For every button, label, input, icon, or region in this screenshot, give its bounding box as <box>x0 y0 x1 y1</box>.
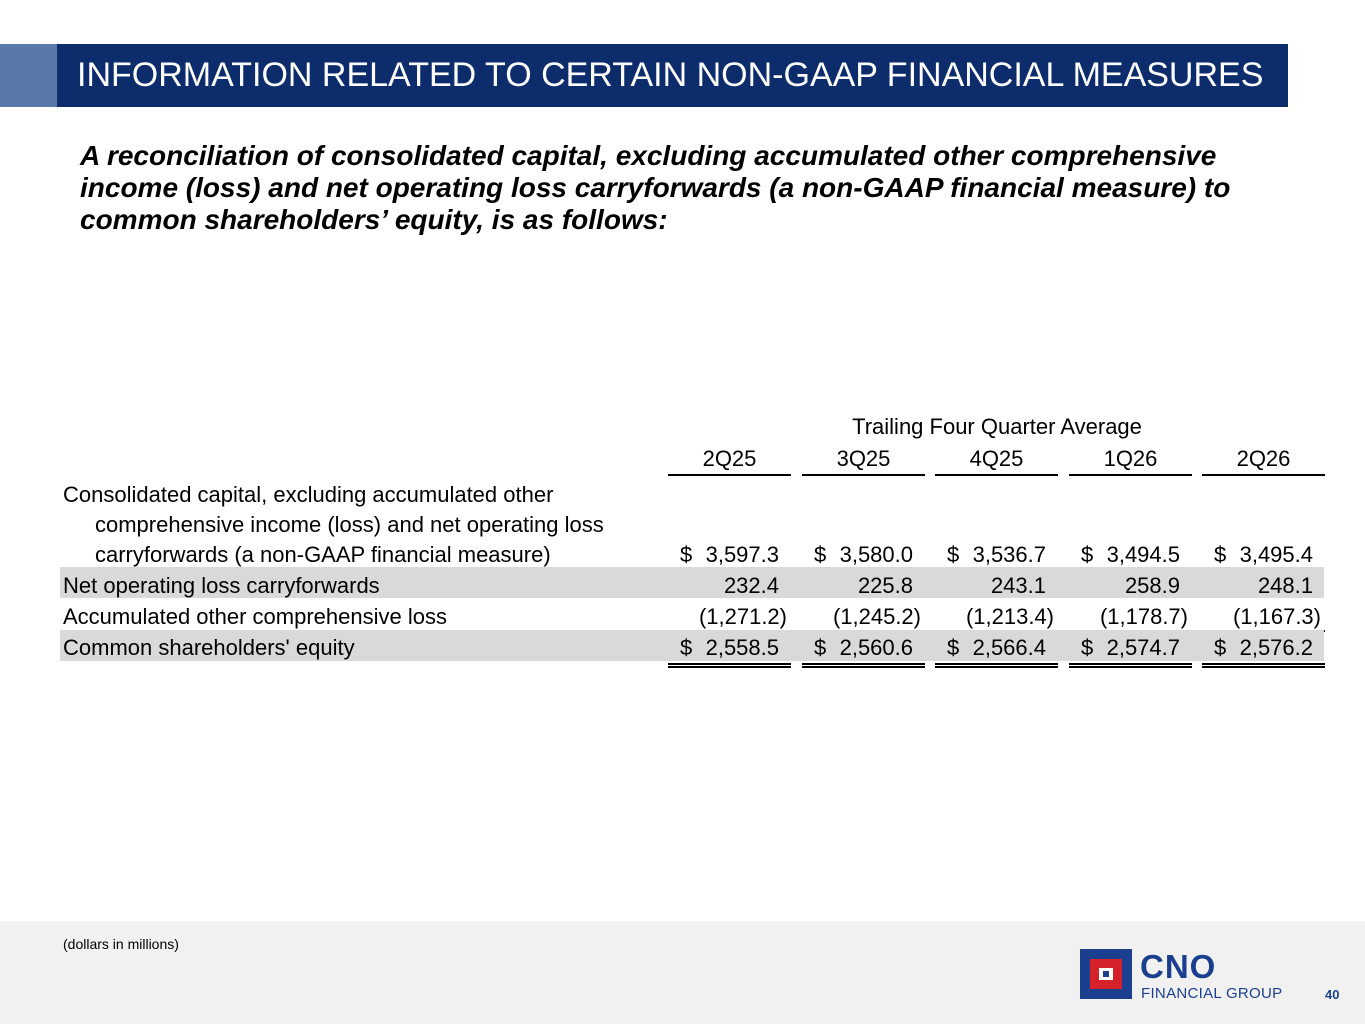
cell-value: 258.9 <box>1124 573 1180 598</box>
currency-symbol: $ <box>1081 542 1094 567</box>
column-header: 2Q25 <box>668 446 791 476</box>
table-cell <box>802 635 925 668</box>
table-cell <box>1069 573 1192 601</box>
table-cell <box>1202 635 1325 668</box>
table-cell <box>1069 542 1192 570</box>
cell-value: 2,558.5 <box>705 635 779 660</box>
row-label: carryforwards (a non-GAAP financial measure) <box>95 542 551 567</box>
page-number: 40 <box>1325 987 1340 1002</box>
currency-symbol: $ <box>814 542 827 567</box>
row-label: Accumulated other comprehensive loss <box>63 604 447 629</box>
currency-symbol: $ <box>947 542 960 567</box>
cell-value: 3,536.7 <box>972 542 1046 567</box>
page-title: INFORMATION RELATED TO CERTAIN NON-GAAP FINANCIAL MEASURES <box>77 56 1264 94</box>
row-label: Common shareholders' equity <box>63 635 355 660</box>
currency-symbol: $ <box>1214 635 1227 660</box>
table-cell <box>668 573 791 601</box>
table-cell <box>1069 604 1192 632</box>
table-cell <box>668 542 791 570</box>
currency-symbol: $ <box>1081 635 1094 660</box>
intro-text: A reconciliation of consolidated capital, excluding accumulated other comprehensive income (loss) and net operating loss carryforwards (a non-GAAP financial measure) to common shareholders’ equity, is as follows: <box>80 140 1231 235</box>
table-cell <box>1202 542 1325 570</box>
cell-value: 2,566.4 <box>972 635 1046 660</box>
row-label: Net operating loss carryforwards <box>63 573 380 598</box>
column-header: 1Q26 <box>1069 446 1192 476</box>
table-cell <box>668 635 791 668</box>
table-cell <box>802 542 925 570</box>
cell-value: (1,213.4) <box>965 604 1054 629</box>
logo-wordmark: CNO <box>1140 948 1217 985</box>
cell-value: 243.1 <box>990 573 1046 598</box>
column-header: 2Q26 <box>1202 446 1325 476</box>
currency-symbol: $ <box>814 635 827 660</box>
row-label: comprehensive income (loss) and net operating loss <box>95 512 604 537</box>
cell-value: 2,576.2 <box>1239 635 1313 660</box>
cell-value: 248.1 <box>1257 573 1313 598</box>
table-cell <box>802 573 925 601</box>
cell-value: 2,574.7 <box>1106 635 1180 660</box>
table-cell <box>935 542 1058 570</box>
cell-value: 2,560.6 <box>839 635 913 660</box>
cell-value: 3,580.0 <box>839 542 913 567</box>
column-header: 3Q25 <box>802 446 925 476</box>
cell-value: 3,494.5 <box>1106 542 1180 567</box>
logo-subtitle: FINANCIAL GROUP <box>1141 985 1283 1002</box>
cno-logo-icon <box>1080 949 1132 999</box>
currency-symbol: $ <box>680 635 693 660</box>
table-cell <box>935 573 1058 601</box>
cell-value: 232.4 <box>723 573 779 598</box>
row-label: Consolidated capital, excluding accumulated other <box>63 482 554 507</box>
cell-value: (1,245.2) <box>832 604 921 629</box>
column-header: 4Q25 <box>935 446 1058 476</box>
table-cell <box>668 604 791 632</box>
cell-value: 3,597.3 <box>705 542 779 567</box>
cell-value: (1,167.3) <box>1232 604 1321 629</box>
table-cell <box>1202 573 1325 601</box>
table-cell <box>935 635 1058 668</box>
currency-symbol: $ <box>947 635 960 660</box>
footer <box>0 921 1365 1024</box>
table-cell <box>1202 604 1325 632</box>
units-note: (dollars in millions) <box>63 936 179 952</box>
cell-value: 225.8 <box>857 573 913 598</box>
cell-value: 3,495.4 <box>1239 542 1313 567</box>
table-cell <box>935 604 1058 632</box>
cell-value: (1,178.7) <box>1099 604 1188 629</box>
table-cell <box>802 604 925 632</box>
table-cell <box>1069 635 1192 668</box>
group-header: Trailing Four Quarter Average <box>852 414 1142 439</box>
currency-symbol: $ <box>1214 542 1227 567</box>
cell-value: (1,271.2) <box>698 604 787 629</box>
currency-symbol: $ <box>680 542 693 567</box>
